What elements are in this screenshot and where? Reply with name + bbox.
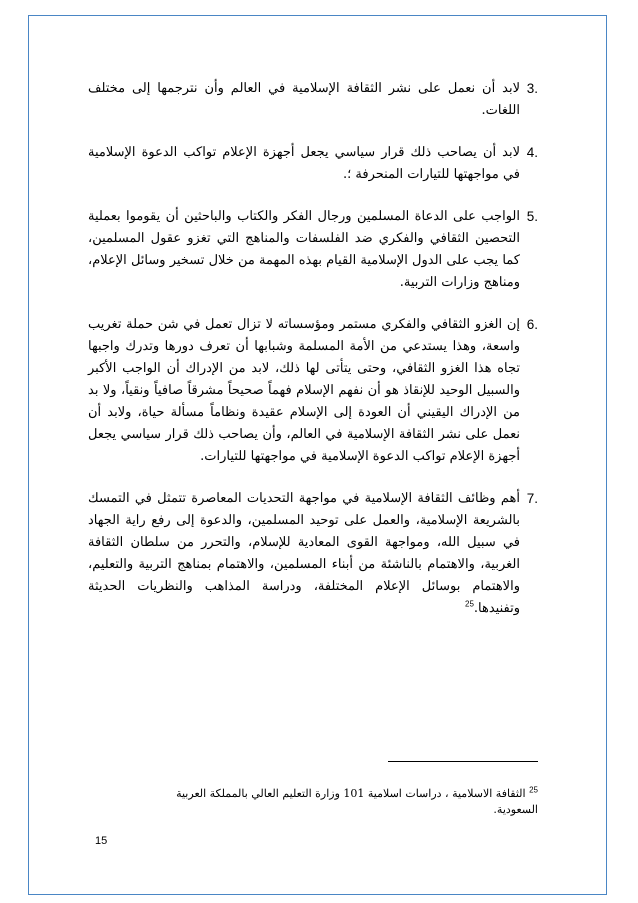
list-item-3 xyxy=(88,78,538,122)
item-text: لابد أن يصاحب ذلك قرار سياسي يجعل أجهزة الإعلام تواكب الدعوة الإسلامية في مواجهتها للتيارات المنحرفة ؛. xyxy=(88,145,520,182)
footnote xyxy=(150,786,538,818)
page-number: 15 xyxy=(95,835,108,847)
list-item-5 xyxy=(88,206,538,294)
list-item-4 xyxy=(88,142,538,186)
item-text: إن الغزو الثقافي والفكري مستمر ومؤسساته لا تزال تعمل في شن حملة تغريب واسعة، وهذا يستدعي من الأمة المسلمة وشبابها أن تعرف دورها وتدرك واجبها تجاه هذا الغزو الثقافي، وحتى يتأتى لها ذلك، لابد من الإدراك أن الواجب الأكبر والسبيل الوحيد للإنقاذ هو أن نفهم الإسلام فهماً صحيحاً مشرقاً صافياً ونقياً، ولا بد من الإدراك اليقيني أن العودة إلى الإسلام عقيدة ونظاماً مسألة حياة، ولابد أن نعمل على نشر الثقافة الإسلامية في العالم، وأن يصاحب ذلك قرار سياسي يجعل أجهزة الإعلام تواكب الدعوة الإسلامية في مواجهتها للتيارات. xyxy=(88,317,521,464)
page-body xyxy=(88,78,538,640)
list-item-6 xyxy=(88,314,538,468)
footnote-reference[interactable]: 25 xyxy=(465,599,474,609)
item-text: الواجب على الدعاة المسلمين ورجال الفكر والكتاب والباحثين أن يقوموا بعملية التحصين الثقافي والفكري ضد الفلسفات والمناهج التي تغزو عقول المسلمين، كما يجب على الدول الإسلامية القيام بهذه المهمة من خلال تسخير وسائل الإعلام، ومناهج وزارات التربية. xyxy=(88,209,520,290)
footnote-separator xyxy=(388,761,538,762)
item-number: 6. xyxy=(526,317,538,332)
item-number: 5. xyxy=(526,209,538,224)
item-text xyxy=(88,488,520,620)
item-number: 7. xyxy=(526,491,538,506)
footnote-text: الثقافة الاسلامية ، دراسات اسلامية 101 وزارة التعليم العالي بالمملكة العربية السعودية. xyxy=(176,787,538,816)
item-number: 4. xyxy=(526,145,538,160)
footnote-marker: 25 xyxy=(529,785,538,795)
item-text: لابد أن نعمل على نشر الثقافة الإسلامية في العالم وأن نترجمها إلى مختلف اللغات. xyxy=(88,81,520,118)
list-item-7 xyxy=(88,488,538,620)
item-text-body: أهم وظائف الثقافة الإسلامية في مواجهة التحديات المعاصرة تتمثل في التمسك بالشريعة الإسلامية، والعمل على توحيد المسلمين، والدعوة إلى رفع راية الجهاد في سبيل الله، ومواجهة القوى المعادية للإسلام، والتحرر من سلطان الثقافة الغربية، والاهتمام بالناشئة من أبناء المسلمين، والاهتمام بمناهج التربية والتعليم، والاهتمام بوسائل الإعلام المختلفة، ودراسة المذاهب والنظريات الحديثة وتفنيدها. xyxy=(88,491,520,616)
item-number: 3. xyxy=(526,81,538,96)
